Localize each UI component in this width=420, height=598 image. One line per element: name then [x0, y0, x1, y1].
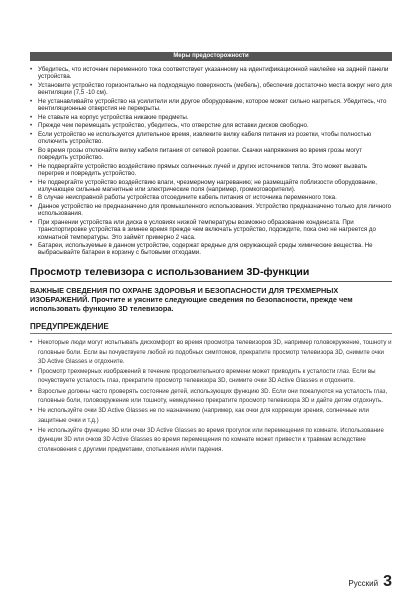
warning-heading: ПРЕДУПРЕЖДЕНИЕ: [30, 322, 392, 334]
list-item: • Не ставьте на корпус устройства никакие предметы.: [30, 114, 392, 121]
list-item: • Некоторые люди могут испытывать дискомфорт во время просмотра телевизоров 3D, например головокружение, тошноту и головные боли. Если вы почувствуете любой из подобных симптомов, прекратите просмотр телевизора 3D, снимите очки 3D Active Glasses и отдохните.: [30, 338, 392, 366]
precautions-list: [30, 66, 392, 257]
list-item: • При хранении устройства или диска в условиях низкой температуры возможно образование конденсата. При транспортировке устройства в зимнее время прежде чем включать устройство, подождите, пока оно не нагреется до комнатной температуры. Это займёт примерно 2 часа.: [30, 219, 392, 241]
manual-page: [30, 52, 392, 455]
list-item: • Установите устройство горизонтально на подходящую поверхность (мебель), обеспечив достаточно места вокруг него для вентиляции (7,5 -10 см).: [30, 82, 392, 97]
list-item: • Не используйте функцию 3D или очки 3D Active Glasses во время прогулок или перемещения по комнате. Использование функции 3D или очков 3D Active Glasses во время перемещения по комнате может привести к травмам вследствие столкновения с другими предметами, спотыкания и/или падения.: [30, 426, 392, 454]
warnings-list: [30, 338, 392, 454]
list-item: • Убедитесь, что источник переменного тока соответствует указанному на идентификационной наклейке на задней панели устройства.: [30, 66, 392, 81]
list-item: • Не подвергайте устройство воздействию влаги, чрезмерному нагреванию; не размещайте поблизости оборудование, излучающее сильные магнитные или электрические поля (например, громкоговорители).: [30, 179, 392, 194]
list-item: • Во время грозы отключайте вилку кабеля питания от сетевой розетки. Скачки напряжения во время грозы могут повредить устройство.: [30, 147, 392, 162]
section-title-3d: Просмотр телевизора с использованием 3D-функции: [30, 266, 392, 282]
list-item: • Прежде чем перемещать устройство, убедитесь, что отверстие для вставки дисков свободно.: [30, 122, 392, 129]
page-footer: [348, 573, 392, 591]
intro-3d: ВАЖНЫЕ СВЕДЕНИЯ ПО ОХРАНЕ ЗДОРОВЬЯ И БЕЗОПАСНОСТИ ДЛЯ ТРЕХМЕРНЫХ ИЗОБРАЖЕНИЙ. Прочтите и уясните следующие сведения по безопасности, прежде чем использовать функцию 3D телевизора.: [30, 285, 353, 314]
list-item: • Не подвергайте устройство воздействию прямых солнечных лучей и других источников тепла. Это может вызвать перегрев и повредить устройство.: [30, 163, 392, 178]
list-item: • Просмотр трехмерных изображений в течение продолжительного времени может приводить к усталости глаз. Если вы почувствуете усталость глаз, прекратите просмотр телевизора 3D, снимите очки 3D Active Glasses и отдохните.: [30, 367, 392, 386]
section-header: Меры предосторожности: [30, 52, 392, 61]
list-item: • Если устройство не используется длительное время, извлеките вилку кабеля питания из розетки, чтобы полностью отключить устройство.: [30, 131, 392, 146]
list-item: • Взрослые должны часто проверять состояние детей, использующих функцию 3D. Если они пожалуются на усталость глаз, головные боли, головокружение или тошноту, немедленно прекратите просмотр телевизора 3D и дайте детям отдохнуть.: [30, 387, 392, 406]
list-item: • Не используйте очки 3D Active Glasses не по назначению (например, как очки для коррекции зрения, солнечные или защитные очки и т.д.): [30, 406, 392, 425]
language-label: Русский: [348, 579, 379, 588]
list-item: • Не устанавливайте устройство на усилители или другое оборудование, которое может сильно нагреться. Убедитесь, что вентиляционные отверстия не перекрыты.: [30, 98, 392, 113]
page-number: 3: [383, 573, 392, 590]
list-item: • Батареи, используемые в данном устройстве, содержат вредные для окружающей среды химические вещества. Не выбрасывайте батареи в корзину с бытовыми отходами.: [30, 242, 392, 257]
list-item: • Данное устройство не предназначено для промышленного использования. Устройство предназначено только для личного использования.: [30, 203, 392, 218]
list-item: • В случае неисправной работы устройства отсоедините кабель питания от источника переменного тока.: [30, 194, 392, 201]
